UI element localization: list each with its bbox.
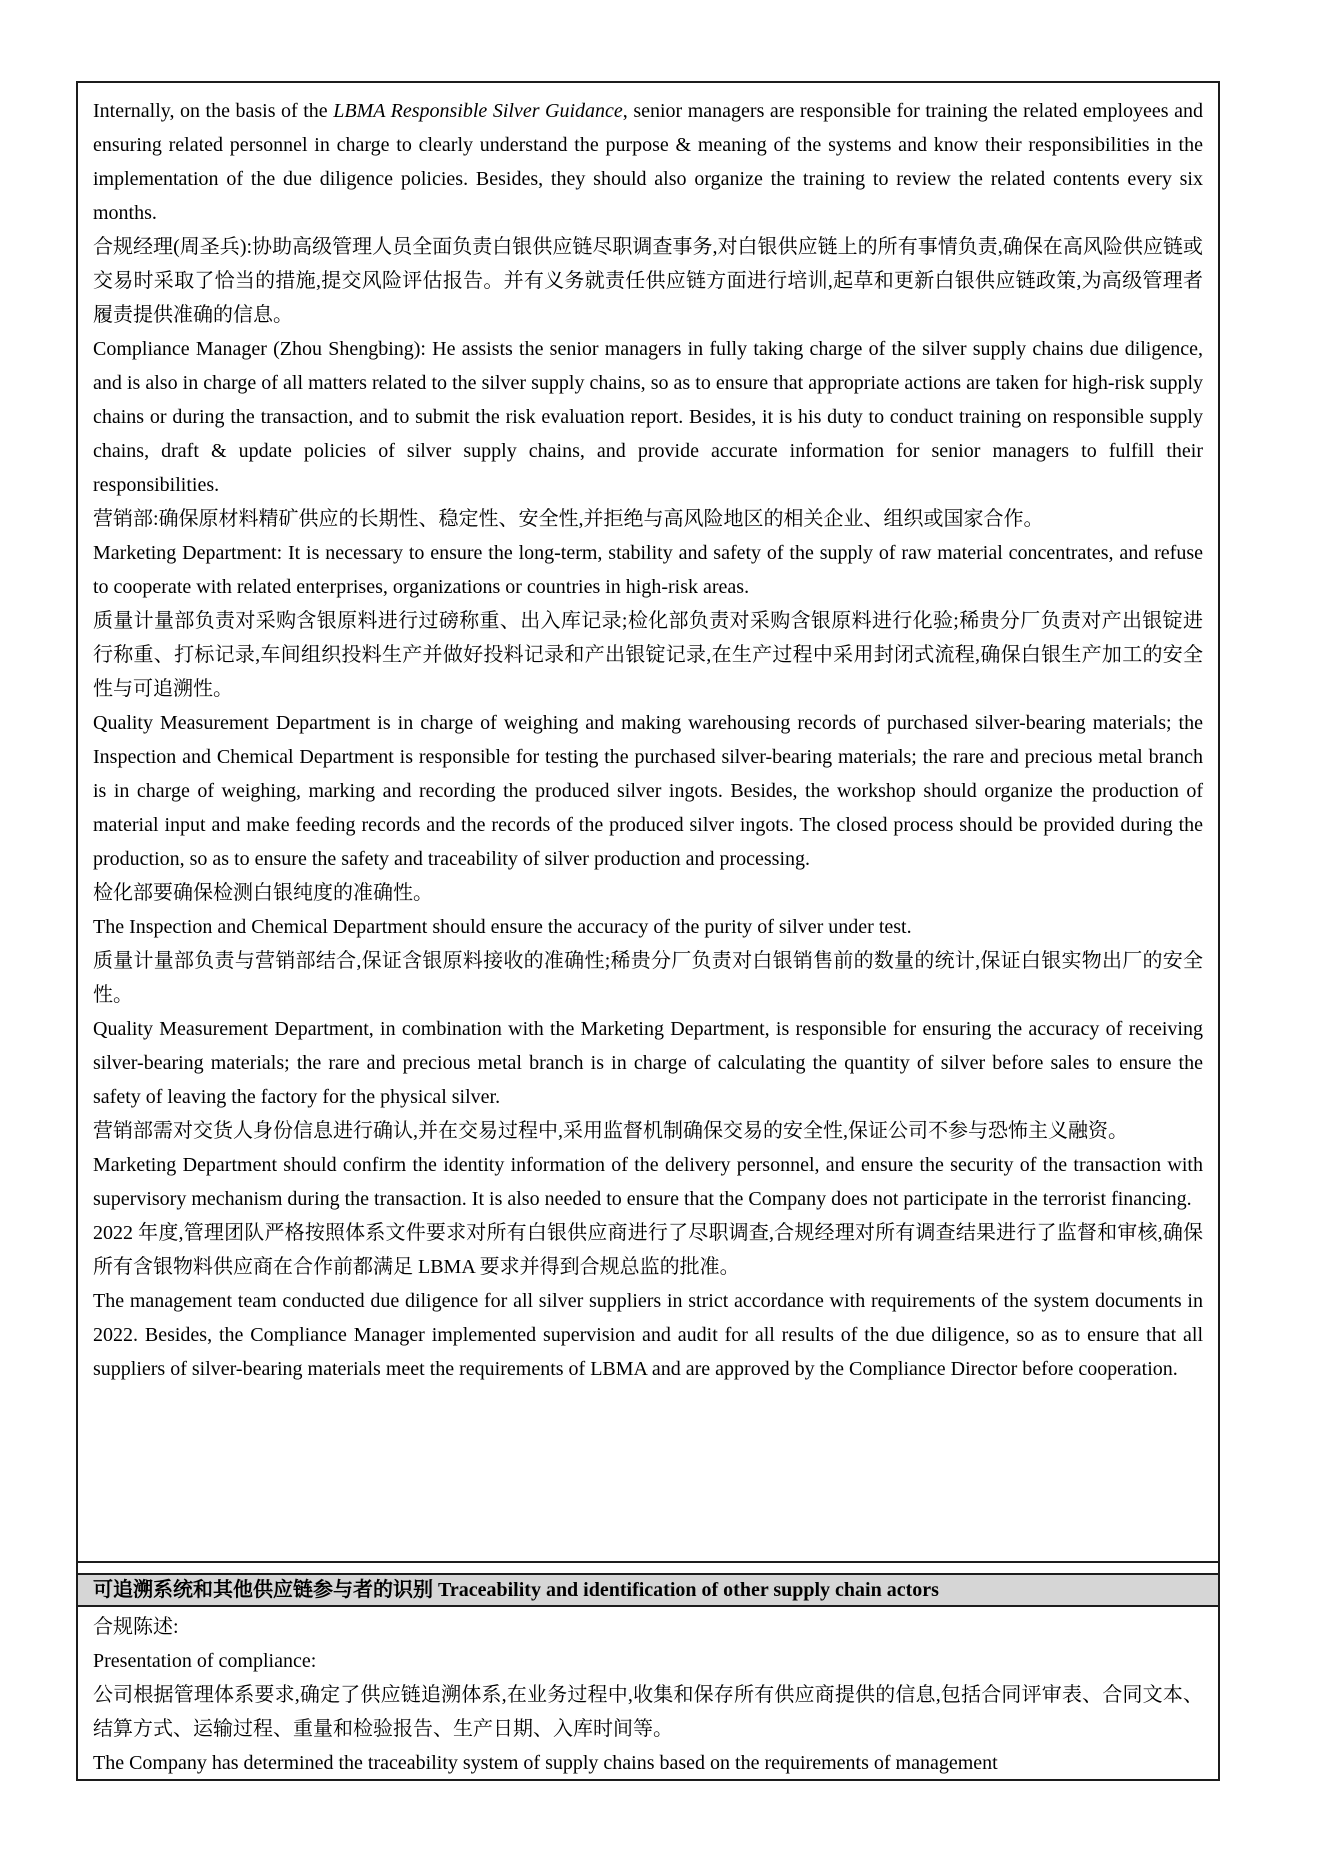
paragraph — [93, 1284, 1203, 1386]
paragraph — [93, 1746, 1203, 1779]
italic-text-run: LBMA Responsible Silver Guidance — [333, 100, 623, 122]
paragraph — [93, 502, 1203, 536]
paragraph — [93, 1644, 1203, 1678]
text-run: 检化部要确保检测白银纯度的准确性。 — [93, 882, 433, 904]
text-run: 公司根据管理体系要求,确定了供应链追溯体系,在业务过程中,收集和保存所有供应商提供的信息,包括合同评审表、合同文本、结算方式、运输过程、重量和检验报告、生产日期、入库时间等。 — [93, 1684, 1203, 1740]
paragraph — [93, 536, 1203, 604]
paragraph — [93, 1610, 1203, 1644]
paragraph — [93, 876, 1203, 910]
responsibilities-text-section — [78, 83, 1218, 1563]
text-run: 质量计量部负责与营销部结合,保证含银原料接收的准确性;稀贵分厂负责对白银销售前的数量的统计,保证白银实物出厂的安全性。 — [93, 950, 1203, 1006]
paragraph — [93, 332, 1203, 502]
text-run: 2022 年度,管理团队严格按照体系文件要求对所有白银供应商进行了尽职调查,合规经理对所有调查结果进行了监督和审核,确保所有含银物料供应商在合作前都满足 LBMA 要求并得到合规总监的批准。 — [93, 1222, 1203, 1278]
paragraph — [93, 1114, 1203, 1148]
row-gap — [78, 1563, 1218, 1573]
text-run: Presentation of compliance: — [93, 1650, 317, 1672]
text-run: Marketing Department: It is necessary to ensure the long-term, stability and safety of the supply of raw material concentrates, and refuse to cooperate with related enterprises, organizations or countries in high-risk areas. — [93, 542, 1203, 598]
text-run: Quality Measurement Department is in charge of weighing and making warehousing records of purchased silver-bearing materials; the Inspection and Chemical Department is responsible for testing the purchased silver-bearing materials; the rare and precious metal branch is in charge of weighing, marking and recording the produced silver ingots. Besides, the workshop should organize the production of material input and make feeding records and the records of the produced silver ingots. The closed process should be provided during the production, so as to ensure the safety and traceability of silver production and processing. — [93, 712, 1203, 870]
traceability-section-title: 可追溯系统和其他供应链参与者的识别 Traceability and identification of other supply chain actors — [93, 1579, 939, 1601]
text-run: The management team conducted due diligence for all silver suppliers in strict accordance with requirements of the system documents in 2022. Besides, the Compliance Manager implemented supervision and audit for all results of the due diligence, so as to ensure that all suppliers of silver-bearing materials meet the requirements of LBMA and are approved by the Compliance Director before cooperation. — [93, 1290, 1203, 1380]
paragraph — [93, 230, 1203, 332]
text-run: , senior managers are responsible for training the related employees and ensuring related personnel in charge to clearly understand the purpose & meaning of the systems and know their responsibilities in the implementation of the due diligence policies. Besides, they should also organize the training to review the related contents every six months. — [93, 100, 1203, 224]
text-run: Marketing Department should confirm the identity information of the delivery personnel, and ensure the security of the transaction with supervisory mechanism during the transaction. It is also needed to ensure that the Company does not participate in the terrorist financing. — [93, 1154, 1203, 1210]
text-run: 合规经理(周圣兵):协助高级管理人员全面负责白银供应链尽职调查事务,对白银供应链上的所有事情负责,确保在高风险供应链或交易时采取了恰当的措施,提交风险评估报告。并有义务就责任供应链方面进行培训,起草和更新白银供应链政策,为高级管理者履责提供准确的信息。 — [93, 236, 1203, 326]
paragraph — [93, 1148, 1203, 1216]
text-run: Compliance Manager (Zhou Shengbing): He assists the senior managers in fully taking charge of the silver supply chains due diligence, and is also in charge of all matters related to the silver supply chains, so as to ensure that appropriate actions are taken for high-risk supply chains or during the transaction, and to submit the risk evaluation report. Besides, it is his duty to conduct training on responsible supply chains, draft & update policies of silver supply chains, and provide accurate information for senior managers to fulfill their responsibilities. — [93, 338, 1203, 496]
paragraph — [93, 910, 1203, 944]
paragraph — [93, 1012, 1203, 1114]
paragraph — [93, 94, 1203, 230]
text-run: Internally, on the basis of the — [93, 100, 334, 122]
text-run: Quality Measurement Department, in combination with the Marketing Department, is responsible for ensuring the accuracy of receiving silver-bearing materials; the rare and precious metal branch is in charge of calculating the quantity of silver before sales to ensure the safety of leaving the factory for the physical silver. — [93, 1018, 1203, 1108]
text-run: 质量计量部负责对采购含银原料进行过磅称重、出入库记录;检化部负责对采购含银原料进行化验;稀贵分厂负责对产出银锭进行称重、打标记录,车间组织投料生产并做好投料记录和产出银锭记录,在生产过程中采用封闭式流程,确保白银生产加工的安全性与可追溯性。 — [93, 610, 1203, 700]
compliance-report-table — [76, 81, 1220, 1781]
text-run: 合规陈述: — [93, 1616, 179, 1638]
text-run: The Company has determined the traceability system of supply chains based on the requirements of management — [93, 1752, 998, 1774]
paragraph — [93, 944, 1203, 1012]
paragraph — [93, 1216, 1203, 1284]
traceability-section-header-row — [78, 1573, 1218, 1607]
text-run: The Inspection and Chemical Department should ensure the accuracy of the purity of silver under test. — [93, 916, 912, 938]
paragraph — [93, 1678, 1203, 1746]
paragraph — [93, 706, 1203, 876]
text-run: 营销部:确保原材料精矿供应的长期性、稳定性、安全性,并拒绝与高风险地区的相关企业、组织或国家合作。 — [93, 508, 1044, 530]
traceability-text-section — [78, 1607, 1218, 1779]
paragraph — [93, 604, 1203, 706]
text-run: 营销部需对交货人身份信息进行确认,并在交易过程中,采用监督机制确保交易的安全性,保证公司不参与恐怖主义融资。 — [93, 1120, 1128, 1142]
